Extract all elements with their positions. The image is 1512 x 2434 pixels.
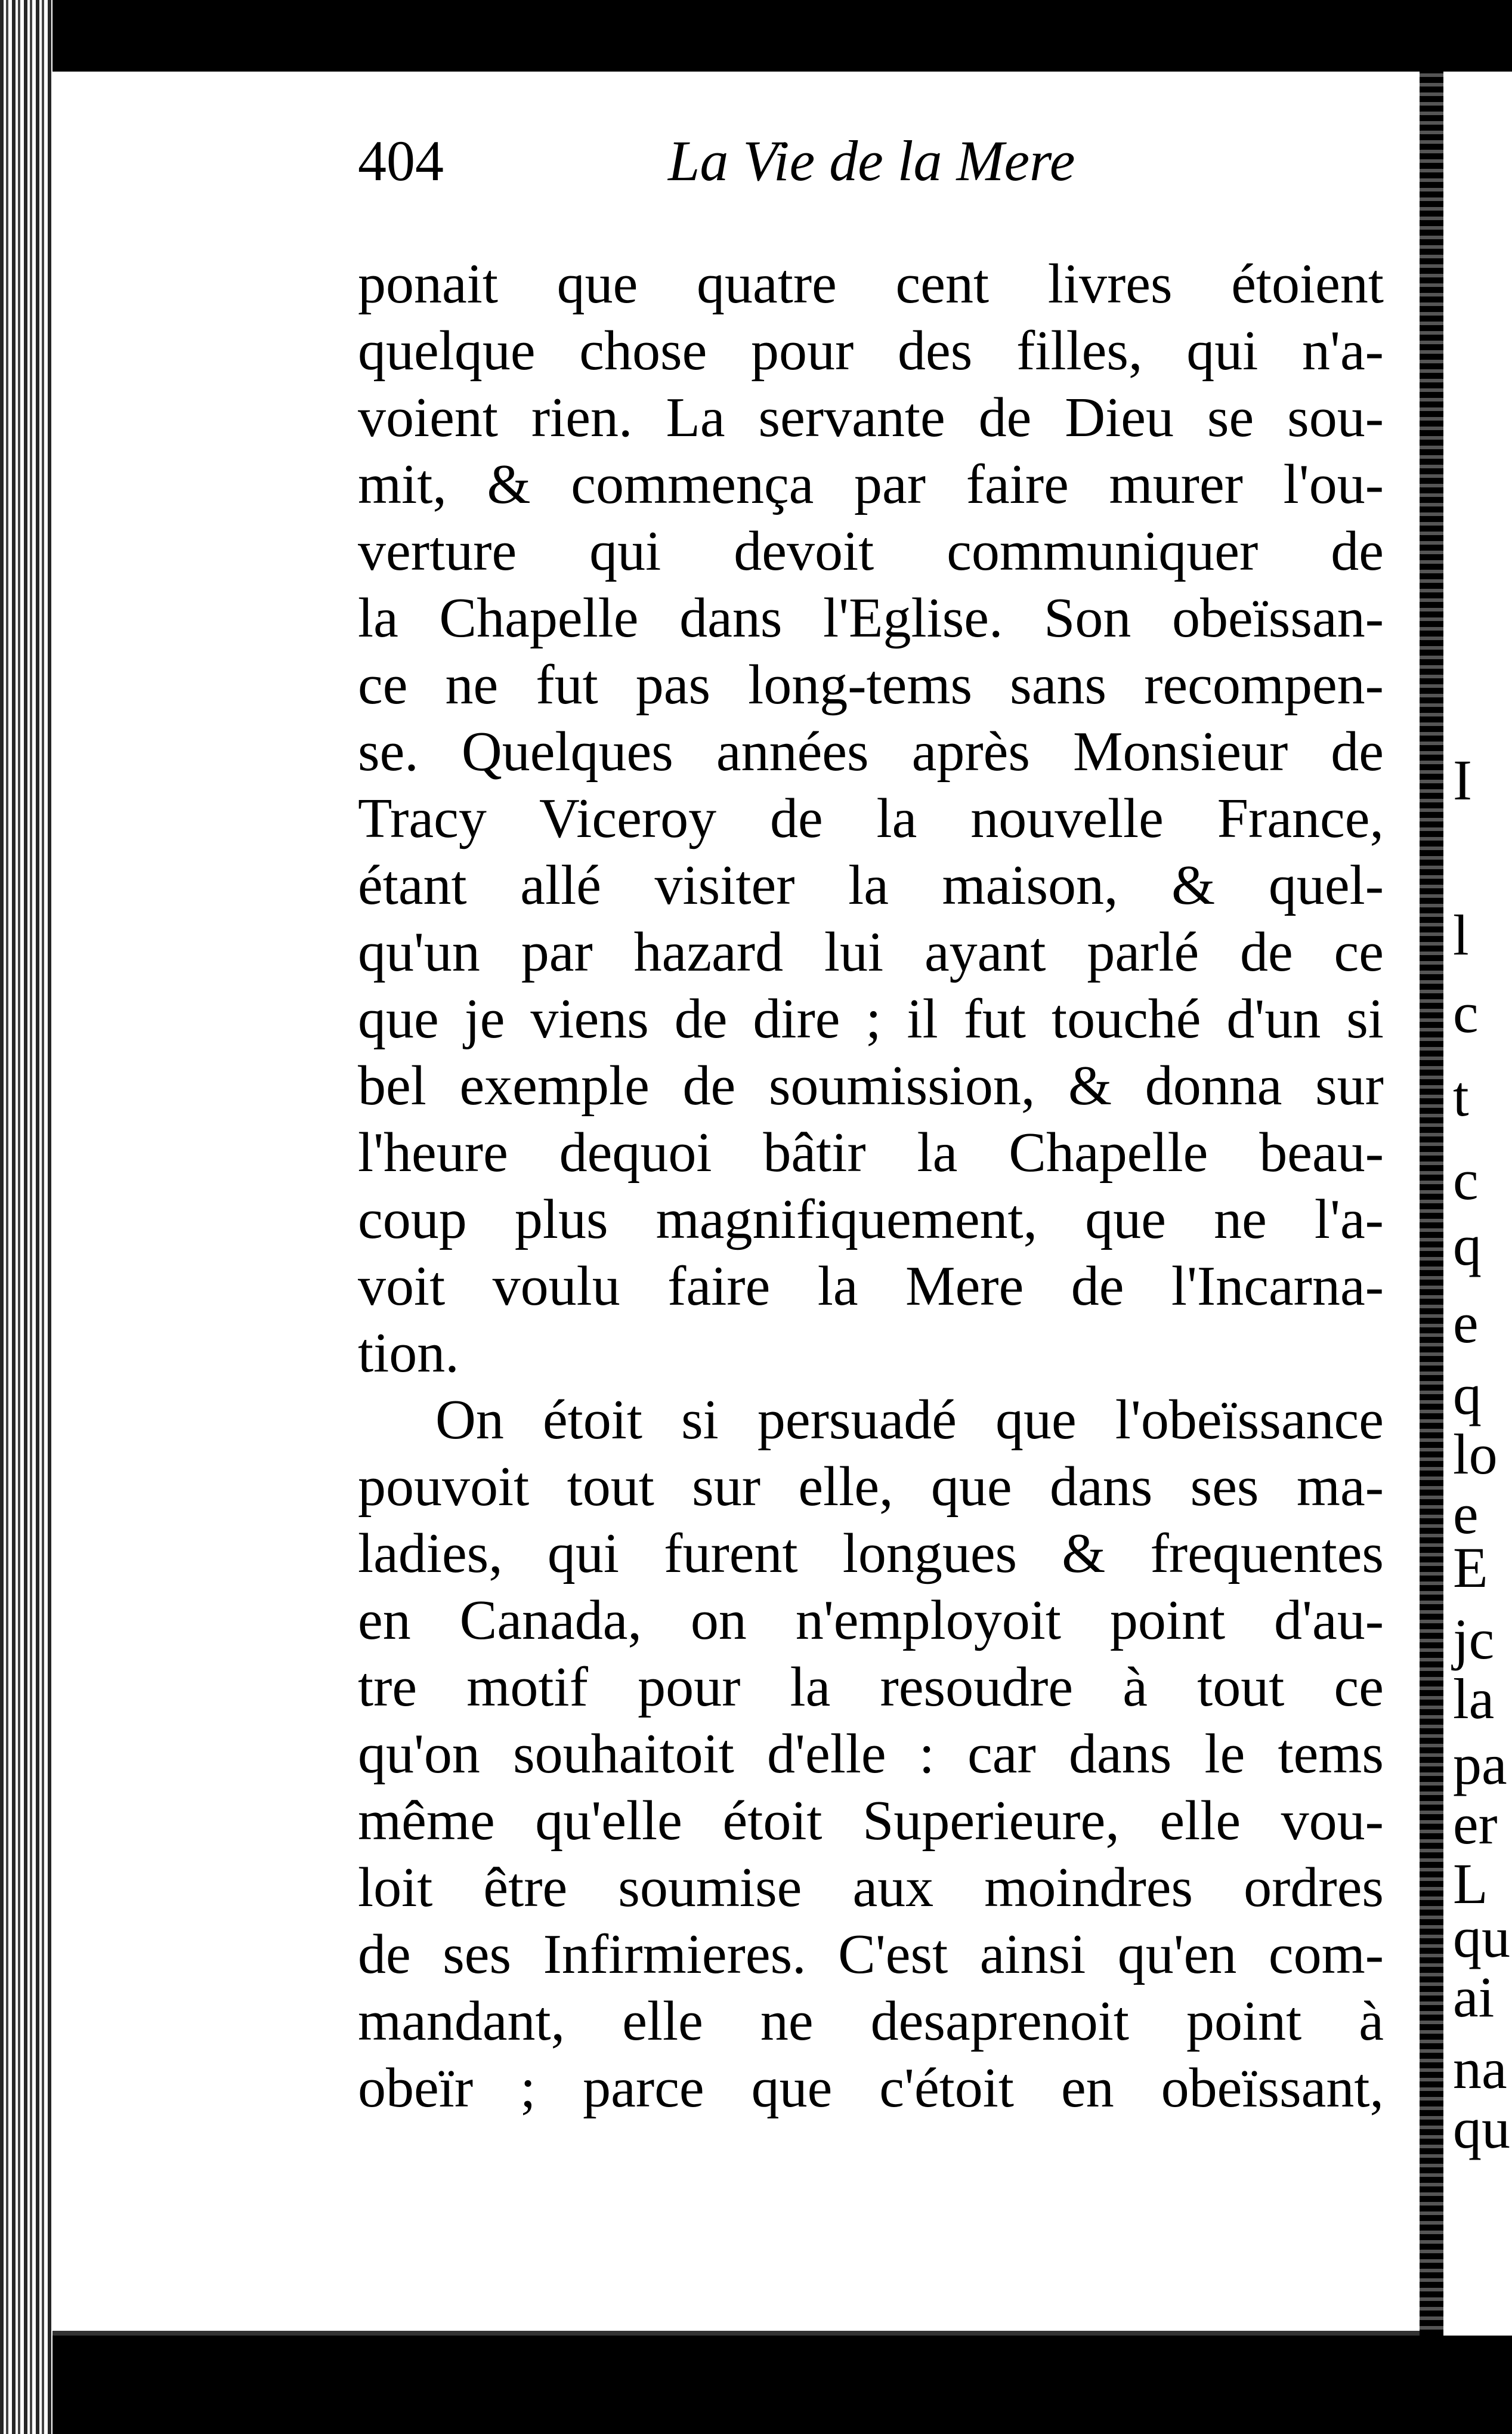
text-line: voit voulu faire la Mere de l'Incarna- xyxy=(358,1255,1384,1317)
text-line: mandant, elle ne desaprenoit point à xyxy=(358,1990,1384,2052)
adjacent-page-fragment: pa xyxy=(1453,1732,1507,1796)
text-line: l'heure dequoi bâtir la Chapelle beau- xyxy=(358,1122,1384,1184)
text-line: mit, & commença par faire murer l'ou- xyxy=(358,453,1384,515)
adjacent-page-fragment: na xyxy=(1453,2037,1507,2101)
text-line: voient rien. La servante de Dieu se sou- xyxy=(358,387,1384,449)
adjacent-page-fragment: la xyxy=(1453,1667,1495,1731)
adjacent-page-fragment: e xyxy=(1453,1291,1479,1355)
text-line: se. Quelques années après Monsieur de xyxy=(358,721,1384,783)
adjacent-page-fragment: lo xyxy=(1453,1422,1498,1486)
adjacent-page-edge xyxy=(1443,72,1512,2336)
adjacent-page-fragment: er xyxy=(1453,1792,1498,1856)
adjacent-page-fragment: jc xyxy=(1453,1607,1495,1671)
text-line: étant allé visiter la maison, & quel- xyxy=(358,854,1384,916)
text-line: même qu'elle étoit Superieure, elle vou- xyxy=(358,1790,1384,1852)
scan-bottom-edge xyxy=(52,2336,1512,2434)
text-line: Tracy Viceroy de la nouvelle France, xyxy=(358,787,1384,850)
adjacent-page-fragment: q xyxy=(1453,1213,1482,1277)
page-number: 404 xyxy=(358,129,444,193)
text-line: coup plus magnifiquement, que ne l'a- xyxy=(358,1188,1384,1250)
adjacent-page-fragment: qu xyxy=(1453,1905,1510,1969)
text-line: ladies, qui furent longues & frequentes xyxy=(358,1522,1384,1584)
scan-top-edge xyxy=(52,0,1512,72)
text-line: en Canada, on n'employoit point d'au- xyxy=(358,1589,1384,1651)
scan-left-margin xyxy=(0,0,52,2434)
text-line: tre motif pour la resoudre à tout ce xyxy=(358,1656,1384,1718)
text-line: ponait que quatre cent livres étoient xyxy=(358,253,1384,315)
text-line: quelque chose pour des filles, qui n'a- xyxy=(358,320,1384,382)
adjacent-page-fragment: q xyxy=(1453,1363,1482,1426)
adjacent-page-fragment: I xyxy=(1453,748,1472,812)
page-header xyxy=(358,119,1360,203)
text-line: la Chapelle dans l'Eglise. Son obeïssan- xyxy=(358,587,1384,649)
text-line: ce ne fut pas long-tems sans recompen- xyxy=(358,654,1384,716)
text-line: que je viens de dire ; il fut touché d'un si xyxy=(358,988,1384,1050)
adjacent-page-fragment: ai xyxy=(1453,1965,1495,2029)
adjacent-page-fragment: l xyxy=(1453,903,1469,967)
text-line: qu'on souhaitoit d'elle : car dans le tems xyxy=(358,1723,1384,1785)
book-gutter xyxy=(1420,72,1443,2336)
adjacent-page-fragment: c xyxy=(1453,1148,1479,1212)
running-title: La Vie de la Mere xyxy=(668,129,1075,193)
text-line: qu'un par hazard lui ayant parlé de ce xyxy=(358,921,1384,983)
adjacent-page-fragment: qu xyxy=(1453,2096,1510,2160)
text-line: obeïr ; parce que c'étoit en obeïssant, xyxy=(358,2057,1384,2119)
adjacent-page-fragment: t xyxy=(1453,1064,1469,1128)
body-text xyxy=(358,251,1384,2121)
text-line: pouvoit tout sur elle, que dans ses ma- xyxy=(358,1456,1384,1518)
adjacent-page-fragment: L xyxy=(1453,1852,1488,1916)
paragraph-start-line: On étoit si persuadé que l'obeïssance xyxy=(435,1389,1384,1451)
text-line: tion. xyxy=(358,1322,459,1384)
page-bottom-rule xyxy=(52,2331,1512,2336)
adjacent-page-fragment: c xyxy=(1453,981,1479,1045)
adjacent-page-fragment: e xyxy=(1453,1482,1479,1546)
adjacent-page-fragment: E xyxy=(1453,1536,1488,1599)
text-line: loit être soumise aux moindres ordres xyxy=(358,1857,1384,1919)
text-line: bel exemple de soumission, & donna sur xyxy=(358,1055,1384,1117)
text-line: de ses Infirmieres. C'est ainsi qu'en com- xyxy=(358,1923,1384,1985)
text-line: verture qui devoit communiquer de xyxy=(358,520,1384,582)
